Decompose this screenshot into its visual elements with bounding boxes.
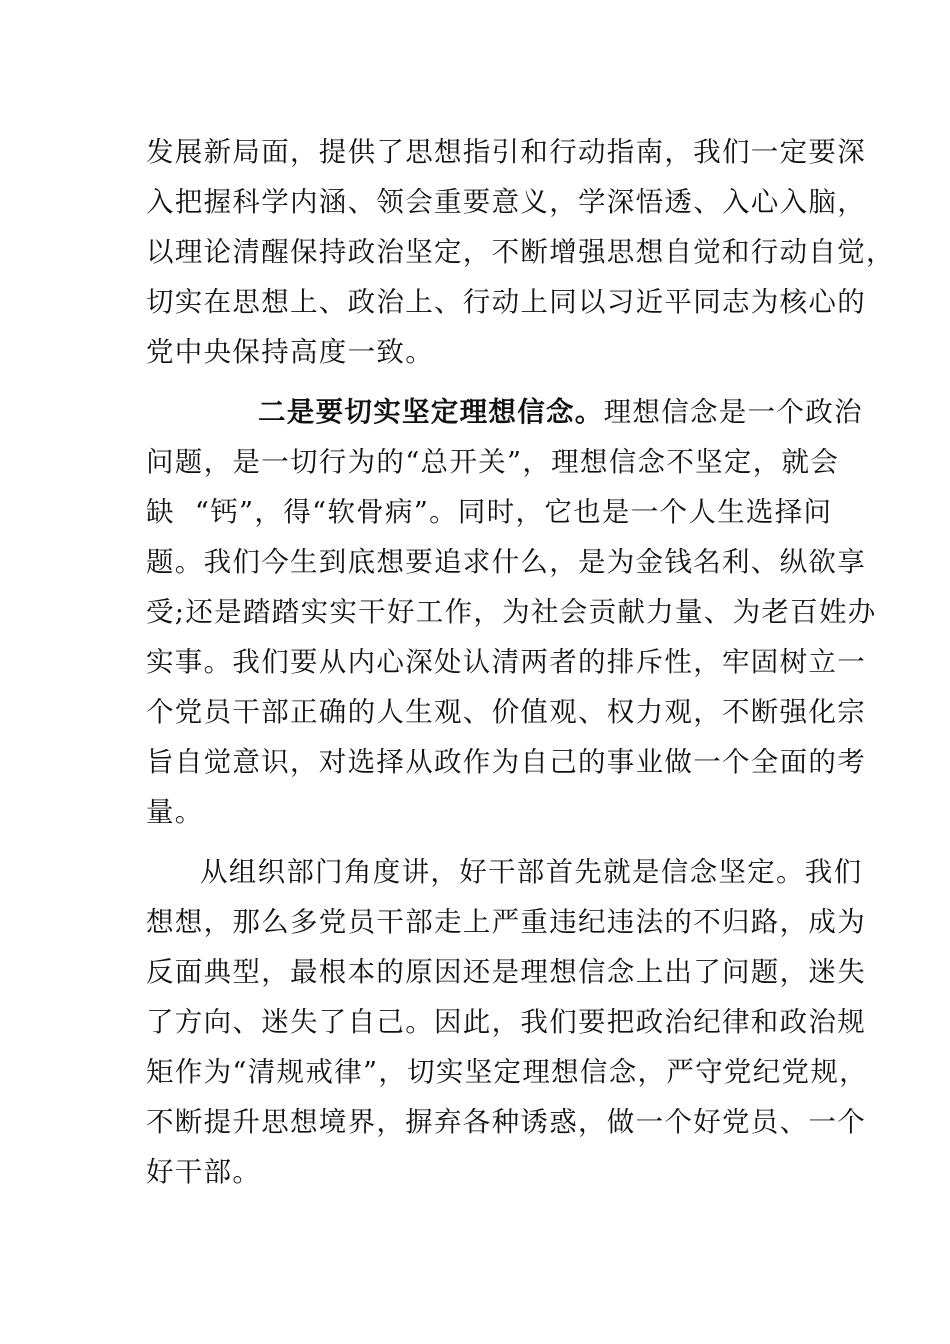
text-line: 切实在思想上、政治上、行动上同以习近平同志为核心的 (146, 286, 866, 318)
text-line: 反面典型，最根本的原因还是理想信念上出了问题，迷失 (146, 956, 866, 988)
text-line: 问题，是一切行为的“总开关”，理想信念不坚定，就会 (146, 446, 840, 478)
text-line: 以理论清醒保持政治坚定，不断增强思想自觉和行动自觉， (146, 236, 895, 268)
text-line: 想想，那么多党员干部走上严重违纪违法的不归路，成为 (146, 906, 866, 938)
text-line: 受;还是踏踏实实干好工作，为社会贡献力量、为老百姓办 (146, 596, 877, 628)
text-line: 从组织部门角度讲，好干部首先就是信念坚定。我们 (200, 856, 863, 888)
text-line (258, 395, 863, 429)
text-line: 好干部。 (146, 1156, 262, 1188)
text-line: 量。 (146, 796, 204, 828)
text-line: 了方向、迷失了自己。因此，我们要把政治纪律和政治规 (146, 1006, 866, 1038)
text-line: 旨自觉意识，对选择从政作为自己的事业做一个全面的考 (146, 746, 866, 778)
text-line: 入把握科学内涵、领会重要意义，学深悟透、入心入脑， (146, 186, 866, 218)
text-line: 党中央保持高度一致。 (146, 336, 434, 368)
text-line: 实事。我们要从内心深处认清两者的排斥性，牢固树立一 (146, 646, 866, 678)
text-line: 发展新局面，提供了思想指引和行动指南，我们一定要深 (146, 136, 866, 168)
text-line: 缺 “钙”，得“软骨病”。同时，它也是一个人生选择问 (146, 496, 833, 528)
text-line: 不断提升思想境界，摒弃各种诱惑，做一个好党员、一个 (146, 1106, 866, 1138)
text-span: 理想信念是一个政治 (603, 396, 863, 428)
text-line: 矩作为“清规戒律”，切实坚定理想信念，严守党纪党规， (146, 1056, 868, 1088)
text-line: 题。我们今生到底想要追求什么，是为金钱名利、纵欲享 (146, 546, 866, 578)
text-line: 个党员干部正确的人生观、价值观、权力观，不断强化宗 (146, 696, 866, 728)
paragraph-heading: 二是要切实坚定理想信念。 (258, 396, 604, 428)
